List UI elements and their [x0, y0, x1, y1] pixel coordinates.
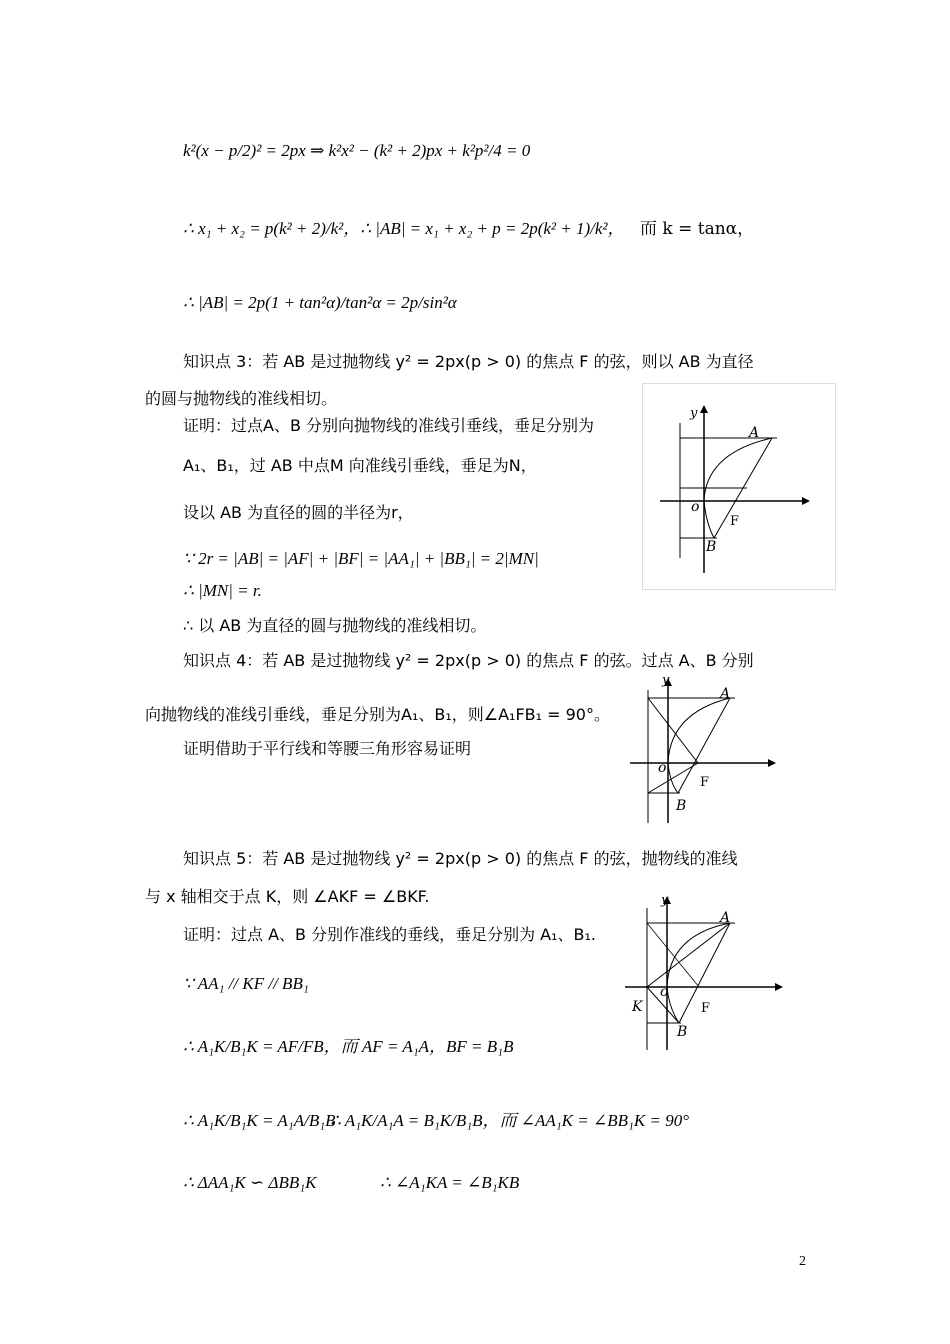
k4-proof: 证明借助于平行线和等腰三角形容易证明 — [183, 739, 472, 758]
k4-statement-line-1: 知识点 4：若 AB 是过抛物线 y² = 2px(p > 0) 的焦点 F 的弦。过点 A、B 分别 — [183, 651, 754, 670]
equation-line-2: ∴ x₁ + x₂ = p(k² + 2)/k²，∴ |AB| = x₁ + x₂ + p = 2p(k² + 1)/k²， — [183, 219, 625, 238]
parabola-figure-3 — [615, 890, 807, 1075]
fig1-label-f: F — [730, 514, 740, 529]
fig1-label-y: y — [690, 406, 698, 421]
k5-proof-line-5a: ∴ ΔAA₁K ∽ ΔBB₁K — [183, 1173, 317, 1192]
fig2-label-o: o — [658, 760, 667, 776]
k3-statement-line-2: 的圆与抛物线的准线相切。 — [145, 389, 338, 408]
k5-proof-line-5b: ∴ ∠A₁KA = ∠B₁KB — [380, 1173, 520, 1192]
fig2-label-f: F — [700, 775, 710, 790]
fig2-label-b: B — [676, 798, 687, 814]
k3-proof-line-4: ∵ 2r = |AB| = |AF| + |BF| = |AA₁| + |BB₁| = 2|MN| — [183, 549, 539, 568]
fig2-label-a: A — [720, 686, 731, 702]
k3-proof-line-5: ∴ |MN| = r. — [183, 581, 262, 600]
k4-statement-line-2: 向抛物线的准线引垂线，垂足分别为A₁、B₁，则∠A₁FB₁ = 90°。 — [145, 705, 610, 724]
k5-statement-line-1: 知识点 5：若 AB 是过抛物线 y² = 2px(p > 0) 的焦点 F 的弦，抛物线的准线 — [183, 849, 738, 868]
k3-proof-line-2: A₁、B₁，过 AB 中点M 向准线引垂线，垂足为N， — [183, 456, 537, 475]
fig3-label-o: o — [660, 984, 669, 1000]
parabola-figure-1 — [642, 383, 837, 591]
k3-statement-line-1: 知识点 3：若 AB 是过抛物线 y² = 2px(p > 0) 的焦点 F 的弦，则以 AB 为直径 — [183, 352, 754, 371]
k3-proof-line-1: 证明：过点A、B 分别向抛物线的准线引垂线，垂足分别为 — [183, 416, 595, 435]
page-number: 2 — [799, 1254, 806, 1269]
parabola-figure-2 — [620, 668, 790, 828]
equation-line-2-tail: 而 k = tanα， — [640, 219, 755, 239]
equation-line-3: ∴ |AB| = 2p(1 + tan²α)/tan²α = 2p/sin²α — [183, 293, 457, 312]
fig1-label-o: o — [691, 499, 700, 515]
fig3-label-a: A — [720, 910, 731, 926]
k5-proof-line-1: 证明：过点 A、B 分别作准线的垂线，垂足分别为 A₁、B₁. — [183, 925, 597, 944]
k5-proof-line-4a: ∴ A₁K/B₁K = A₁A/B₁B — [183, 1111, 336, 1130]
equation-line-1: k²(x − p/2)² = 2px ⇒ k²x² − (k² + 2)px + k²p²/4 = 0 — [183, 141, 531, 160]
k5-statement-line-2: 与 x 轴相交于点 K，则 ∠AKF = ∠BKF. — [145, 887, 430, 906]
fig3-label-y: y — [661, 893, 669, 908]
fig3-label-k: K — [632, 999, 643, 1015]
fig1-label-a: A — [749, 425, 760, 441]
fig3-label-b: B — [677, 1024, 688, 1040]
k5-proof-line-4b: ∴ A₁K/A₁A = B₁K/B₁B，而 ∠AA₁K = ∠BB₁K = 90° — [330, 1111, 690, 1130]
fig3-label-f: F — [701, 1001, 711, 1016]
k3-proof-line-3: 设以 AB 为直径的圆的半径为r， — [183, 503, 414, 522]
fig2-label-y: y — [662, 673, 670, 688]
k3-conclusion: ∴ 以 AB 为直径的圆与抛物线的准线相切。 — [183, 616, 487, 635]
fig1-label-b: B — [706, 539, 717, 555]
k5-proof-line-3: ∴ A₁K/B₁K = AF/FB，而 AF = A₁A，BF = B₁B — [183, 1037, 514, 1056]
k5-proof-line-2: ∵ AA₁ // KF // BB₁ — [183, 974, 309, 993]
